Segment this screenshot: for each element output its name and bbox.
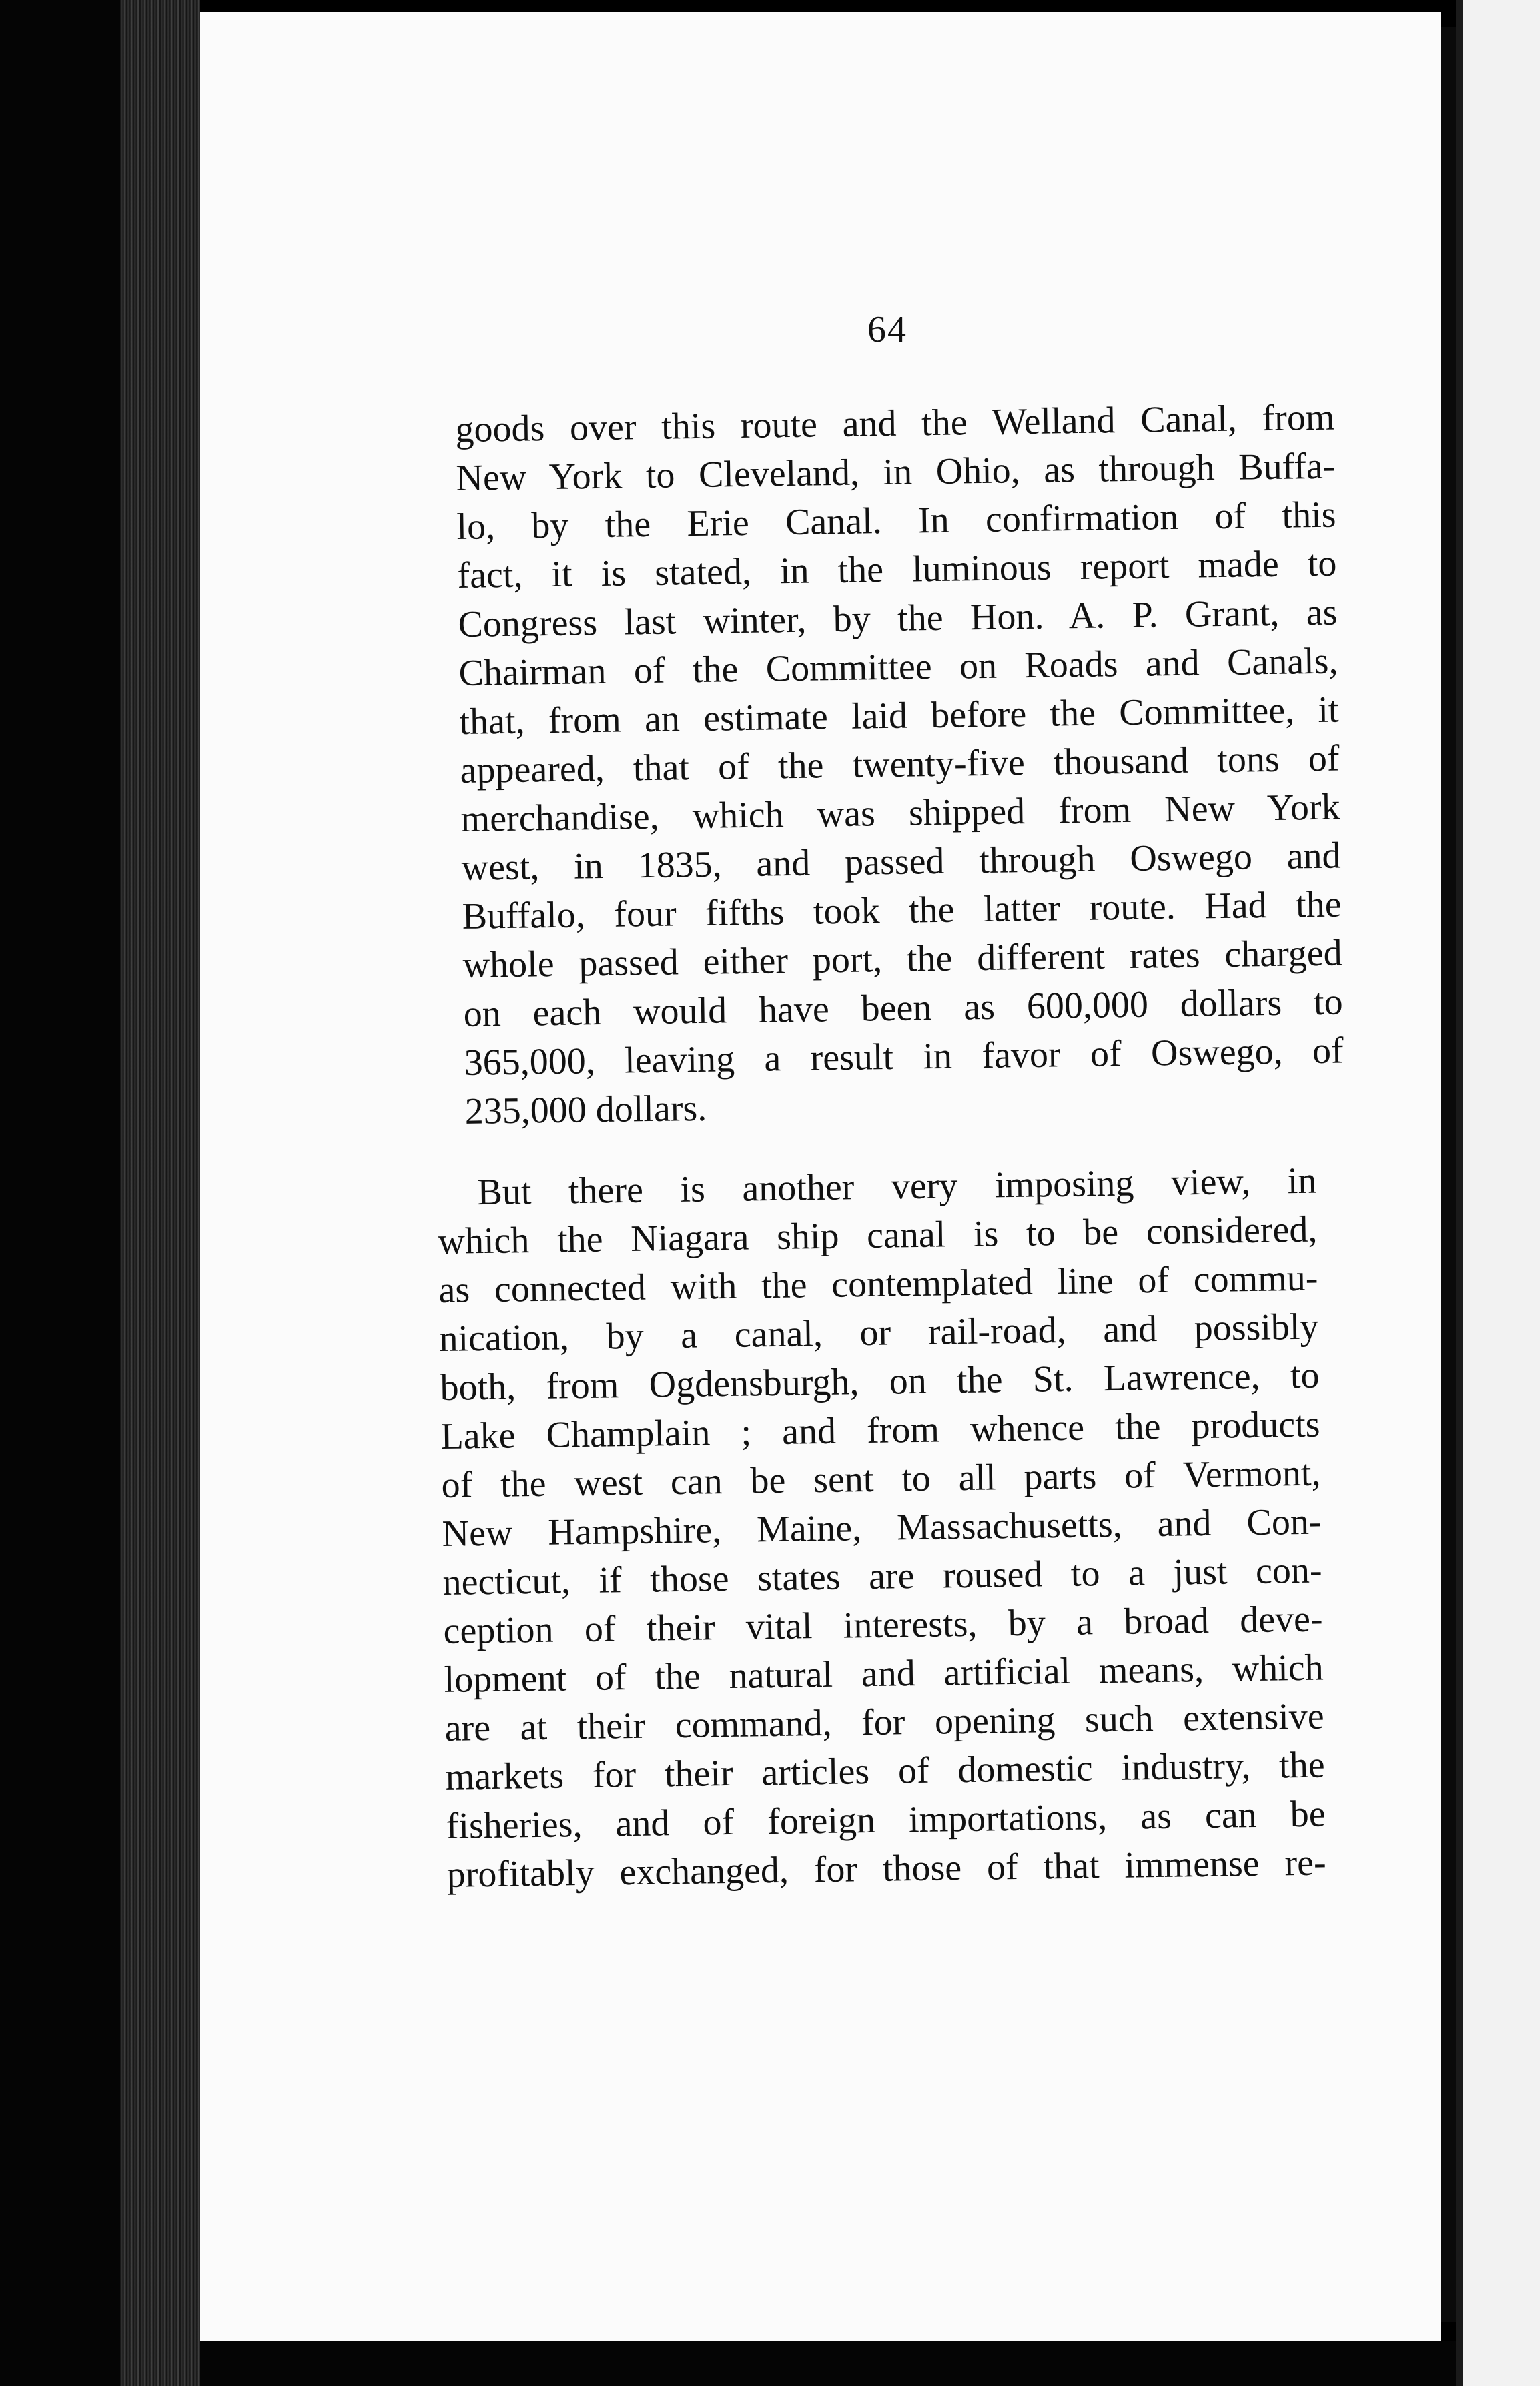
text-line: Chairman of the Committee on Roads and Canals, xyxy=(458,640,1338,694)
text-line: lopment of the natural and artificial means, which xyxy=(444,1647,1324,1701)
text-line: Congress last winter, by the Hon. A. P. Grant, as xyxy=(458,591,1338,645)
text-line: profitably exchanged, for those of that immense re- xyxy=(446,1842,1327,1896)
book-gutter xyxy=(1441,27,1456,2322)
text-line: are at their command, for opening such extensive xyxy=(444,1695,1325,1749)
text-line: which the Niagara ship canal is to be considered, xyxy=(438,1208,1318,1262)
text-line: nication, by a canal, or rail-road, and possibly xyxy=(439,1306,1319,1360)
text-line: New York to Cleveland, in Ohio, as through Buffa- xyxy=(456,445,1336,499)
text-line: 235,000 dollars. xyxy=(464,1087,707,1132)
text-line: that, from an estimate laid before the Committee, it xyxy=(459,689,1339,743)
scan-background-bottom xyxy=(200,2341,1456,2386)
text-line: fisheries, and of foreign importations, as can be xyxy=(446,1793,1326,1847)
text-line: Lake Champlain ; and from whence the products xyxy=(440,1403,1320,1457)
text-line: ception of their vital interests, by a broad deve- xyxy=(443,1598,1323,1652)
paragraph-2 xyxy=(437,1157,1326,1900)
text-line: of the west can be sent to all parts of Vermont, xyxy=(441,1452,1321,1506)
adjacent-page xyxy=(1456,0,1540,2386)
text-line: whole passed either port, the different rates charged xyxy=(462,932,1343,986)
text-line: necticut, if those states are roused to a just con- xyxy=(442,1549,1322,1603)
text-line: west, in 1835, and passed through Oswego and xyxy=(461,835,1341,889)
text-line: goods over this route and the Welland Canal, from xyxy=(455,396,1335,450)
text-line: Buffalo, four fifths took the latter route. Had the xyxy=(462,883,1342,937)
paragraph-1 xyxy=(455,394,1344,1136)
text-line: merchandise, which was shipped from New York xyxy=(460,786,1340,840)
text-line: appeared, that of the twenty-five thousand tons of xyxy=(460,737,1340,791)
text-line: But there is another very imposing view, in xyxy=(477,1160,1317,1214)
text-line: lo, by the Erie Canal. In confirmation of this xyxy=(456,494,1336,548)
text-line: on each would have been as 600,000 dollars to xyxy=(463,981,1344,1035)
text-line: both, from Ogdensburgh, on the St. Lawrence, to xyxy=(440,1354,1320,1409)
text-line: 365,000, leaving a result in favor of Oswego, of xyxy=(464,1030,1344,1084)
text-line: as connected with the contemplated line of commu- xyxy=(438,1257,1318,1311)
adjacent-page-edge xyxy=(1456,0,1463,2386)
text-line: New Hampshire, Maine, Massachusetts, and Con- xyxy=(442,1501,1322,1555)
text-line: fact, it is stated, in the luminous report made to xyxy=(457,542,1337,596)
page-number: 64 xyxy=(867,309,907,350)
text-line: markets for their articles of domestic industry, the xyxy=(445,1744,1326,1798)
book-page-edges xyxy=(120,0,200,2386)
